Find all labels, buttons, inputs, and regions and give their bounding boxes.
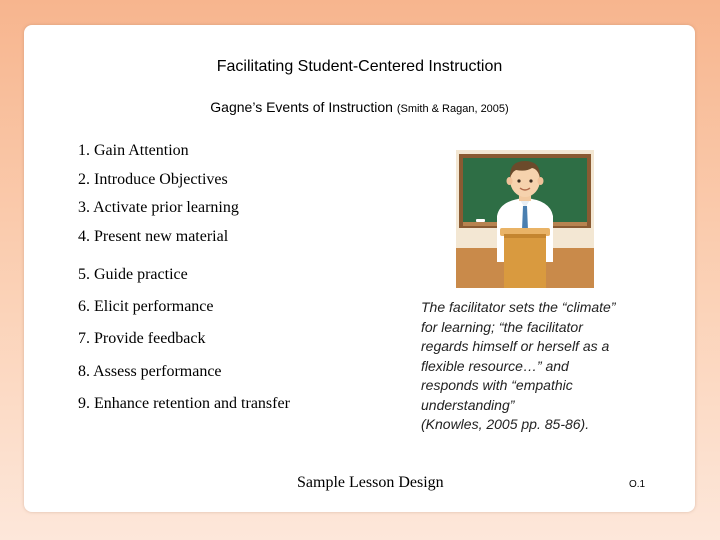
slide-footer: Sample Lesson Design: [297, 474, 444, 491]
subtitle-text: Gagne’s Events of Instruction: [210, 99, 393, 115]
event-item: 6. Elicit performance: [78, 298, 214, 315]
event-item: 9. Enhance retention and transfer: [78, 395, 290, 412]
quote-line: flexible resource…” and: [421, 357, 569, 374]
event-item: 7. Provide feedback: [78, 330, 206, 347]
quote-line: responds with “empathic: [421, 377, 573, 393]
event-item: 4. Present new material: [78, 228, 229, 245]
teacher-at-podium-icon: [456, 150, 594, 288]
quote-citation: (Knowles, 2005 pp. 85-86).: [421, 416, 590, 432]
event-item: 8. Assess performance: [78, 363, 222, 380]
event-item: 2. Introduce Objectives: [78, 171, 228, 188]
slide-number: O.1: [629, 479, 646, 490]
quote-line: regards himself or herself as a: [421, 338, 610, 354]
quote-line: understanding”: [421, 396, 515, 413]
slide: [24, 25, 695, 512]
quote-line: for learning; “the facilitator: [421, 318, 583, 335]
facilitator-quote: [421, 298, 661, 435]
slide-subtitle: [24, 99, 695, 115]
slide-title: Facilitating Student-Centered Instruction: [216, 58, 503, 75]
event-item: 1. Gain Attention: [78, 142, 189, 159]
quote-line: The facilitator sets the “climate”: [421, 299, 616, 315]
event-item: 3. Activate prior learning: [78, 199, 239, 216]
event-item: 5. Guide practice: [78, 266, 188, 283]
subtitle-citation: (Smith & Ragan, 2005): [396, 103, 509, 115]
